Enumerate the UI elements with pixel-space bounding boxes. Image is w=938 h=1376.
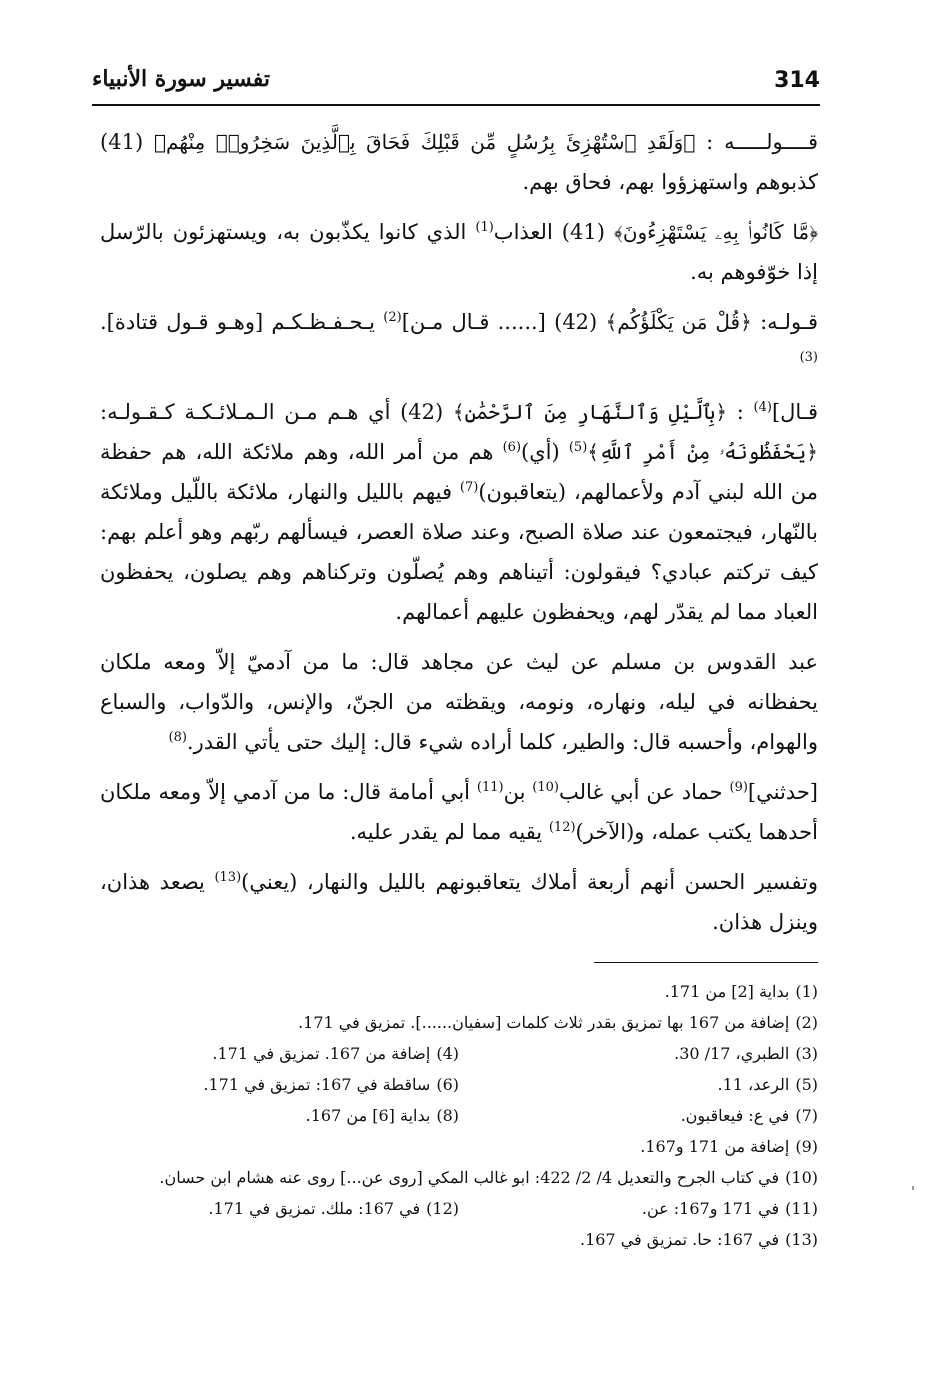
footnote bbox=[100, 976, 818, 1007]
footnote-ref: (10) bbox=[532, 780, 559, 795]
footnote-number: (10) bbox=[785, 1168, 818, 1187]
footnote-row bbox=[100, 1038, 818, 1069]
text-run: (42) أي هـم مـن الـمـلائـكـة كـقـولـه: bbox=[100, 400, 453, 424]
text-run: قـولـه: bbox=[751, 310, 818, 334]
footnote-number: (8) bbox=[436, 1106, 459, 1125]
footnote-ref: (6) bbox=[502, 440, 522, 455]
footnote-number: (2) bbox=[795, 1013, 818, 1032]
paragraph bbox=[100, 642, 818, 762]
footnotes bbox=[100, 976, 818, 1255]
running-title: تفسير سورة الأنبياء bbox=[92, 66, 271, 92]
margin-speck bbox=[912, 1186, 914, 1190]
paragraph bbox=[100, 122, 818, 202]
text-run: (41) العذاب bbox=[493, 220, 614, 244]
footnote-number: (4) bbox=[436, 1044, 459, 1063]
footnote-text: إضافة من 171 و167. bbox=[640, 1137, 790, 1156]
footnote-ref: (4) bbox=[753, 400, 772, 415]
footnote-number: (9) bbox=[795, 1137, 818, 1156]
footnote-text: في 167: ملك. تمزيق في 171. bbox=[208, 1199, 421, 1218]
footnote-number: (1) bbox=[795, 982, 818, 1001]
footnote bbox=[459, 1193, 818, 1224]
text-run: يقيه مما لم يقدر عليه. bbox=[349, 820, 549, 844]
quran-verse: ﴿يَحْفَظُونَهُۥ مِنْ أَمْرِ ٱللَّهِ﴾ bbox=[587, 440, 818, 464]
text-run: عبد القدوس بن مسلم عن ليث عن مجاهد قال: ما من آدميّ إلاّ ومعه ملكان يحفظانه في ليله، ونهاره، ونومه، ويقظته من الجنّ، والإنس، والدّواب، والسباع والهوام، وأحسبه قال: والطير، كلما أراده شيء قال: إليك حتى يأتي القدر. bbox=[100, 650, 818, 754]
footnote-number: (3) bbox=[795, 1044, 818, 1063]
text-run: هم من أمر الله، وهم ملائكة الله، هم حفظة من الله لبني آدم ولأعمالهم، (يتعاقبون) bbox=[100, 440, 818, 504]
footnote-text: في 167: حا. تمزيق في 167. bbox=[579, 1230, 780, 1249]
footnote-text: بداية [2] من 171. bbox=[664, 982, 790, 1001]
text-run: فيهم بالليل والنهار، ملائكة باللّيل وملائكة بالنّهار، فيجتمعون عند صلاة الصبح، وعند صلاة العصر، فيسألهم ربّهم وهو أعلم بهم: كيف تركتم عبادي؟ فيقولون: أتيناهم وهم يُصلّون وتركناهم وهم يصلون، يحفظون العباد مما لم يقدّر لهم، ويحفظون عليهم أعمالهم. bbox=[100, 480, 818, 624]
footnote-row bbox=[100, 1162, 818, 1193]
paragraph bbox=[100, 392, 818, 632]
quran-verse: ﴿قُلْ مَن يَكْلَؤُكُم﴾ bbox=[605, 310, 752, 334]
footnote bbox=[100, 1100, 459, 1131]
text-run: قـال] bbox=[771, 400, 818, 424]
main-text bbox=[100, 122, 818, 952]
footnote-text: ساقطة في 167: تمزيق في 171. bbox=[203, 1075, 431, 1094]
quran-verse: ﴿بِٱلَّيْلِ وَٱلنَّهَارِ مِنَ ٱلرَّحْمَٰنِ﴾ bbox=[452, 400, 728, 424]
footnote-number: (11) bbox=[785, 1199, 818, 1218]
footnote-text: الطبري، 17/ 30. bbox=[674, 1044, 790, 1063]
footnote-ref: (7) bbox=[459, 480, 479, 495]
footnote-ref: (13) bbox=[214, 870, 242, 885]
footnote-separator bbox=[594, 962, 818, 963]
footnote-text: إضافة من 167 بها تمزيق بقدر ثلاث كلمات [سفيان......]. تمزيق في 171. bbox=[298, 1013, 790, 1032]
footnote-row bbox=[100, 1069, 818, 1100]
footnote-ref: (1) bbox=[475, 220, 494, 235]
page-header bbox=[92, 62, 820, 106]
paragraph bbox=[100, 772, 818, 852]
footnote-ref: (2) bbox=[383, 310, 402, 325]
footnote bbox=[459, 1069, 818, 1100]
footnote-text: في كتاب الجرح والتعديل 4/ 2/ 422: ابو غالب المكي [روى عن...] روى عنه هشام ابن حسان. bbox=[159, 1168, 780, 1187]
text-run: الذي كانوا يكذّبون به، ويستهزئون بالرّسل إذا خوّفوهم به. bbox=[100, 220, 818, 284]
quran-verse: ﴿وَلَقَدِ ٱسْتُهْزِئَ بِرُسُلٍ مِّن قَبْلِكَ فَحَاقَ بِٱلَّذِينَ سَخِرُوا۟ مِنْهُم﴾ bbox=[153, 130, 696, 154]
footnote-text: في ع: فيعاقبون. bbox=[680, 1106, 790, 1125]
footnote-number: (7) bbox=[795, 1106, 818, 1125]
text-run: (42) [...... قـال مـن] bbox=[401, 310, 606, 334]
footnote-ref: (8) bbox=[168, 730, 187, 745]
footnote-row bbox=[100, 1224, 818, 1255]
footnote-number: (13) bbox=[785, 1230, 818, 1249]
paragraph bbox=[100, 212, 818, 292]
text-run: قــــولـــــه : bbox=[695, 130, 818, 154]
footnote bbox=[100, 1131, 818, 1162]
footnote-ref: (5) bbox=[568, 440, 588, 455]
footnote bbox=[100, 1162, 818, 1193]
footnote-number: (6) bbox=[436, 1075, 459, 1094]
footnote-row bbox=[100, 1193, 818, 1224]
page-number: 314 bbox=[774, 68, 820, 93]
text-run: [حدثني] bbox=[747, 780, 818, 804]
footnote-text: الرعد، 11. bbox=[717, 1075, 790, 1094]
footnote bbox=[459, 1038, 818, 1069]
footnote-row bbox=[100, 1131, 818, 1162]
footnote-number: (12) bbox=[426, 1199, 459, 1218]
text-run: يـحـفـظـكـم [وهـو قـول قتادة]. bbox=[100, 310, 384, 334]
footnote-number: (5) bbox=[795, 1075, 818, 1094]
footnote-row bbox=[100, 976, 818, 1007]
paragraph bbox=[100, 862, 818, 942]
footnote-text: بداية [6] من 167. bbox=[305, 1106, 431, 1125]
footnote-row bbox=[100, 1100, 818, 1131]
text-run: : bbox=[727, 400, 754, 424]
text-run: بن bbox=[503, 780, 533, 804]
quran-verse: ﴿مَّا كَانُوا۟ بِهِۦ يَسْتَهْزِءُونَ﴾ bbox=[613, 220, 819, 244]
text-run: أبي أمامة قال: ما من آدمي إلاّ ومعه ملكان أحدهما يكتب عمله، و(الآخر) bbox=[100, 780, 818, 844]
footnote bbox=[100, 1069, 459, 1100]
text-run: (أي) bbox=[521, 440, 569, 464]
footnote bbox=[100, 1224, 818, 1255]
footnote bbox=[459, 1100, 818, 1131]
footnote-text: إضافة من 167. تمزيق في 171. bbox=[212, 1044, 431, 1063]
text-run: (41) كذبوهم واستهزؤوا بهم، فحاق بهم. bbox=[100, 130, 818, 194]
footnote-ref: (12) bbox=[548, 820, 576, 835]
text-run: يصعد هذان، وينزل هذان. bbox=[100, 870, 818, 934]
footnote-ref: (3) bbox=[799, 350, 818, 365]
text-run: حماد عن أبي غالب bbox=[559, 780, 730, 804]
footnote bbox=[100, 1038, 459, 1069]
text-run: وتفسير الحسن أنهم أربعة أملاك يتعاقبونهم بالليل والنهار، (يعني) bbox=[241, 870, 818, 894]
footnote-ref: (11) bbox=[476, 780, 504, 795]
footnote bbox=[100, 1007, 818, 1038]
footnote bbox=[100, 1193, 459, 1224]
footnote-ref: (9) bbox=[729, 780, 748, 795]
footnote-row bbox=[100, 1007, 818, 1038]
footnote-text: في 171 و167: عن. bbox=[641, 1199, 780, 1218]
paragraph bbox=[100, 302, 818, 382]
